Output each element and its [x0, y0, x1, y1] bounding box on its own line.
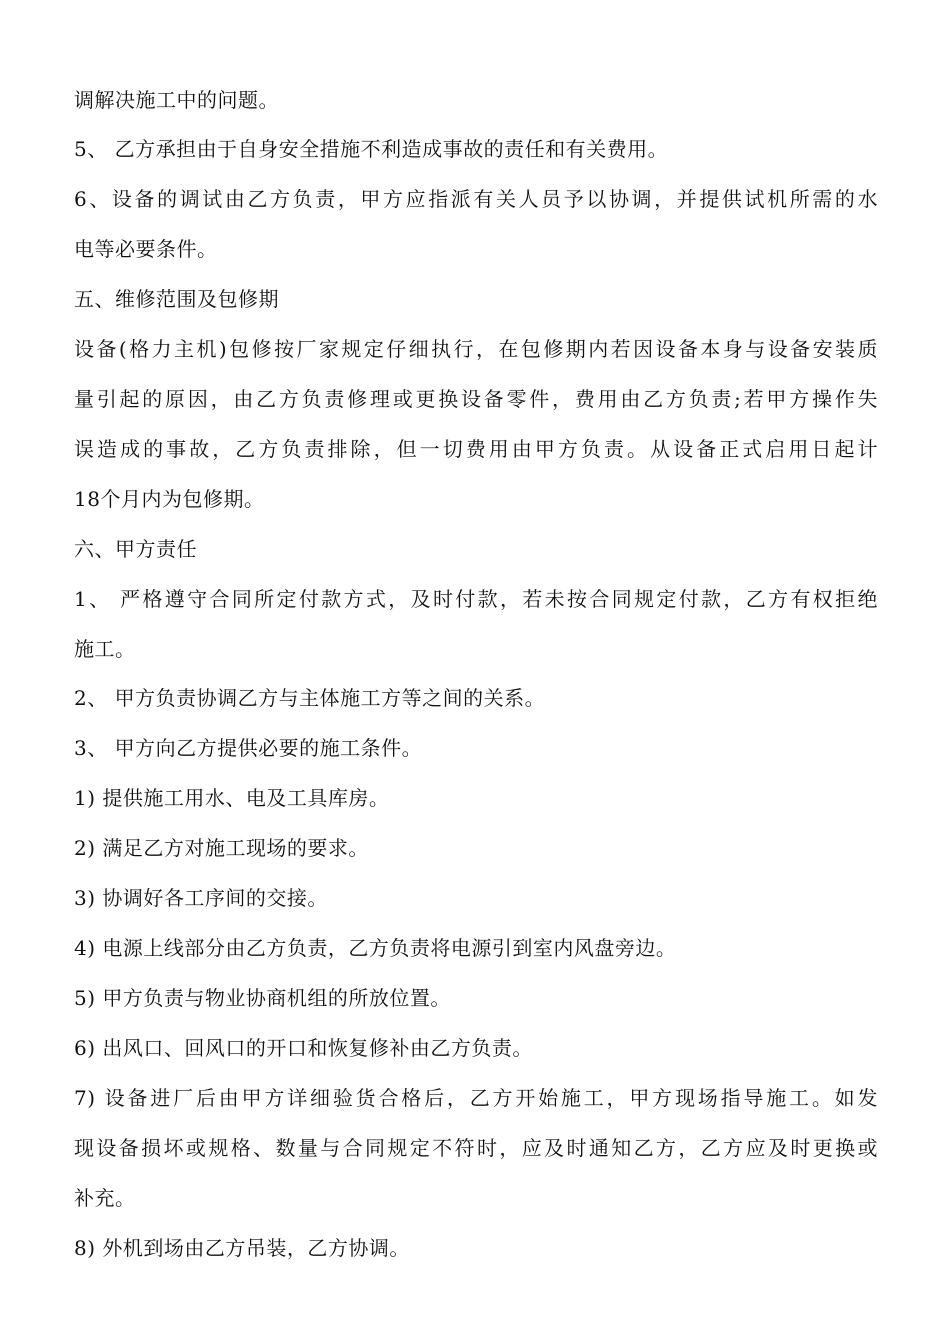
- text-line: 5、 乙方承担由于自身安全措施不利造成事故的责任和有关费用。: [74, 137, 669, 161]
- text-line: 2) 满足乙方对施工现场的要求。: [74, 836, 369, 860]
- text-line: 1) 提供施工用水、电及工具库房。: [74, 786, 390, 810]
- text-line: 3、 甲方向乙方提供必要的施工条件。: [74, 736, 423, 760]
- text-line: 8) 外机到场由乙方吊装，乙方协调。: [74, 1236, 410, 1260]
- text-line: 设备(格力主机)包修按厂家规定仔细执行，在包修期内若因设备本身与设备安装质: [74, 337, 878, 361]
- text-line: 调解决施工中的问题。: [74, 88, 279, 112]
- text-line: 4) 电源上线部分由乙方负责，乙方负责将电源引到室内风盘旁边。: [74, 936, 677, 960]
- text-line: 2、 甲方负责协调乙方与主体施工方等之间的关系。: [74, 686, 546, 710]
- text-line: 18个月内为包修期。: [74, 487, 265, 511]
- section-heading: 六、甲方责任: [74, 537, 197, 561]
- text-line: 6、设备的调试由乙方负责，甲方应指派有关人员予以协调，并提供试机所需的水: [74, 187, 878, 211]
- text-line: 误造成的事故，乙方负责排除，但一切费用由甲方负责。从设备正式启用日起计: [74, 437, 878, 461]
- text-line: 6) 出风口、回风口的开口和恢复修补由乙方负责。: [74, 1036, 533, 1060]
- text-line: 1、 严格遵守合同所定付款方式，及时付款，若未按合同规定付款，乙方有权拒绝: [74, 587, 878, 611]
- text-line: 5) 甲方负责与物业协商机组的所放位置。: [74, 986, 451, 1010]
- text-line: 现设备损坏或规格、数量与合同规定不符时，应及时通知乙方，乙方应及时更换或: [74, 1136, 878, 1160]
- text-line: 量引起的原因，由乙方负责修理或更换设备零件，费用由乙方负责;若甲方操作失: [74, 387, 878, 411]
- text-line: 施工。: [74, 637, 136, 661]
- text-line: 电等必要条件。: [74, 237, 218, 261]
- text-line: 3) 协调好各工序间的交接。: [74, 886, 328, 910]
- section-heading: 五、维修范围及包修期: [74, 287, 279, 311]
- text-line: 补充。: [74, 1186, 136, 1210]
- text-line: 7) 设备进厂后由甲方详细验货合格后，乙方开始施工，甲方现场指导施工。如发: [74, 1086, 878, 1110]
